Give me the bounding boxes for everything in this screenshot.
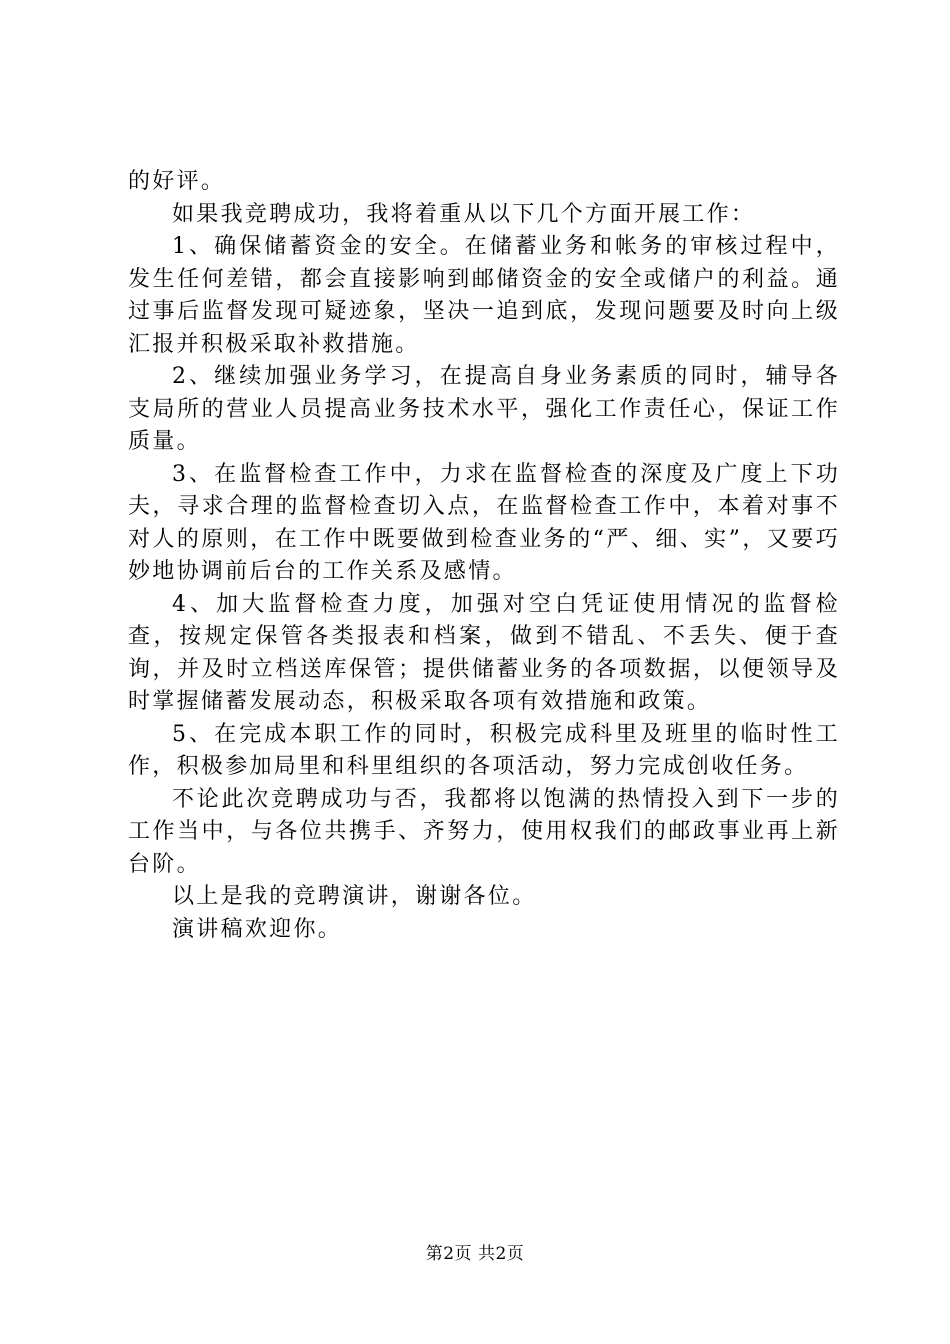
document-body [128, 166, 840, 946]
paragraph-thanks: 以上是我的竞聘演讲，谢谢各位。 [172, 884, 537, 909]
paragraph-item-2: 2、继续加强业务学习，在提高自身业务素质的同时，辅导各支局所的营业人员提高业务技术水平，强化工作责任心，保证工作质量。 [128, 364, 840, 454]
paragraph-intro: 如果我竞聘成功，我将着重从以下几个方面开展工作： [172, 201, 756, 227]
paragraph-continuation: 的好评。 [128, 169, 226, 194]
paragraph-item-1: 1、确保储蓄资金的安全。在储蓄业务和帐务的审核过程中，发生任何差错，都会直接影响到邮储资金的安全或储户的利益。通过事后监督发现可疑迹象，坚决一追到底，发现问题要及时向上级汇报并积极采取补救措施。 [128, 234, 840, 357]
paragraph-item-3: 3、在监督检查工作中，力求在监督检查的深度及广度上下功夫，寻求合理的监督检查切入点，在监督检查工作中，本着对事不对人的原则，在工作中既要做到检查业务的“严、细、实”，又要巧妙地协调前后台的工作关系及感情。 [128, 461, 840, 584]
paragraph-item-4: 4、加大监督检查力度，加强对空白凭证使用情况的监督检查，按规定保管各类报表和档案，做到不错乱、不丢失、便于查询，并及时立档送库保管；提供储蓄业务的各项数据，以便领导及时掌握储蓄发展动态，积极采取各项有效措施和政策。 [128, 591, 840, 714]
paragraph-welcome: 演讲稿欢迎你。 [172, 916, 343, 942]
paragraph-item-5: 5、在完成本职工作的同时，积极完成科里及班里的临时性工作，积极参加局里和科里组织的各项活动，努力完成创收任务。 [128, 721, 840, 779]
paragraph-closing: 不论此次竞聘成功与否，我都将以饱满的热情投入到下一步的工作当中，与各位共携手、齐努力，使用权我们的邮政事业再上新台阶。 [128, 786, 840, 877]
page-number-footer: 第2页 共2页 [425, 1244, 525, 1264]
